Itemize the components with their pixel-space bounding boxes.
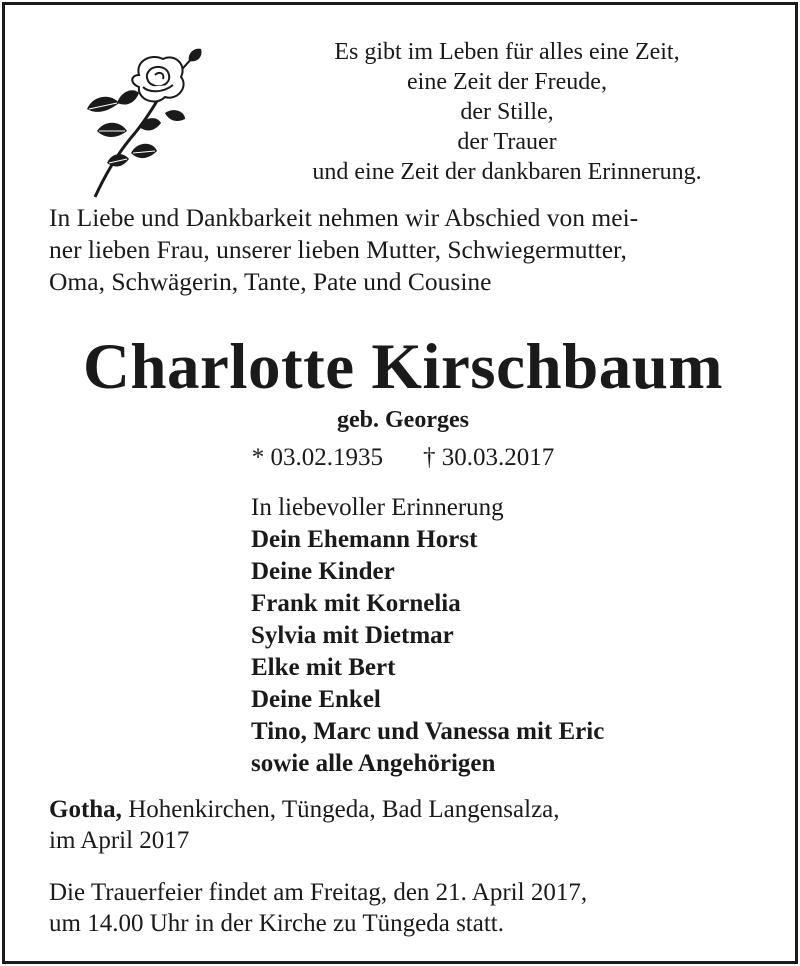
mourner-entry: Deine Kinder <box>251 558 395 585</box>
place-and-date <box>49 794 769 856</box>
mourner-entry: Deine Enkel <box>251 686 381 713</box>
farewell-line: ner lieben Frau, unserer lieben Mutter, Schwiegermutter, <box>49 235 627 264</box>
poem <box>237 37 777 187</box>
mourner-entry: sowie alle Angehörigen <box>251 750 496 777</box>
notice-date: im April 2017 <box>49 827 190 854</box>
farewell-line: In Liebe und Dankbarkeit nehmen wir Abschied von mei- <box>49 203 639 232</box>
places-line <box>49 794 769 825</box>
birth-name: geb. Georges <box>337 407 469 433</box>
obituary-notice <box>5 5 795 961</box>
poem-line: eine Zeit der Freude, <box>407 69 607 95</box>
obituary-frame <box>2 2 798 964</box>
poem-line: und eine Zeit der dankbaren Erinnerung. <box>312 159 702 185</box>
service-line: um 14.00 Uhr in der Kirche zu Tüngeda statt. <box>49 910 504 937</box>
rose-icon <box>77 41 209 201</box>
place-towns: Hohenkirchen, Tüngeda, Bad Langensalza, <box>121 796 560 823</box>
mourner-entry: Dein Ehemann Horst <box>251 526 478 553</box>
poem-line: Es gibt im Leben für alles eine Zeit, <box>334 39 680 65</box>
poem-line: der Stille, <box>460 99 554 125</box>
poem-line: der Trauer <box>457 129 557 155</box>
place-city: Gotha, <box>49 796 122 823</box>
funeral-service-info <box>49 877 769 939</box>
mourner-entry: Tino, Marc und Vanessa mit Eric <box>251 718 605 745</box>
deceased-name: Charlotte Kirschbaum <box>82 331 724 403</box>
birth-date: * 03.02.1935 <box>251 444 383 471</box>
mourners-intro: In liebevoller Erinnerung <box>251 494 504 521</box>
mourners-list <box>251 492 771 780</box>
farewell-text <box>49 202 769 298</box>
life-dates <box>5 442 800 474</box>
mourner-entry: Sylvia mit Dietmar <box>251 622 454 649</box>
mourner-entry: Frank mit Kornelia <box>251 590 461 617</box>
service-line: Die Trauerfeier findet am Freitag, den 21. April 2017, <box>49 879 588 906</box>
farewell-line: Oma, Schwägerin, Tante, Pate und Cousine <box>49 267 492 296</box>
death-date: † 30.03.2017 <box>423 444 555 471</box>
mourner-entry: Elke mit Bert <box>251 654 396 681</box>
